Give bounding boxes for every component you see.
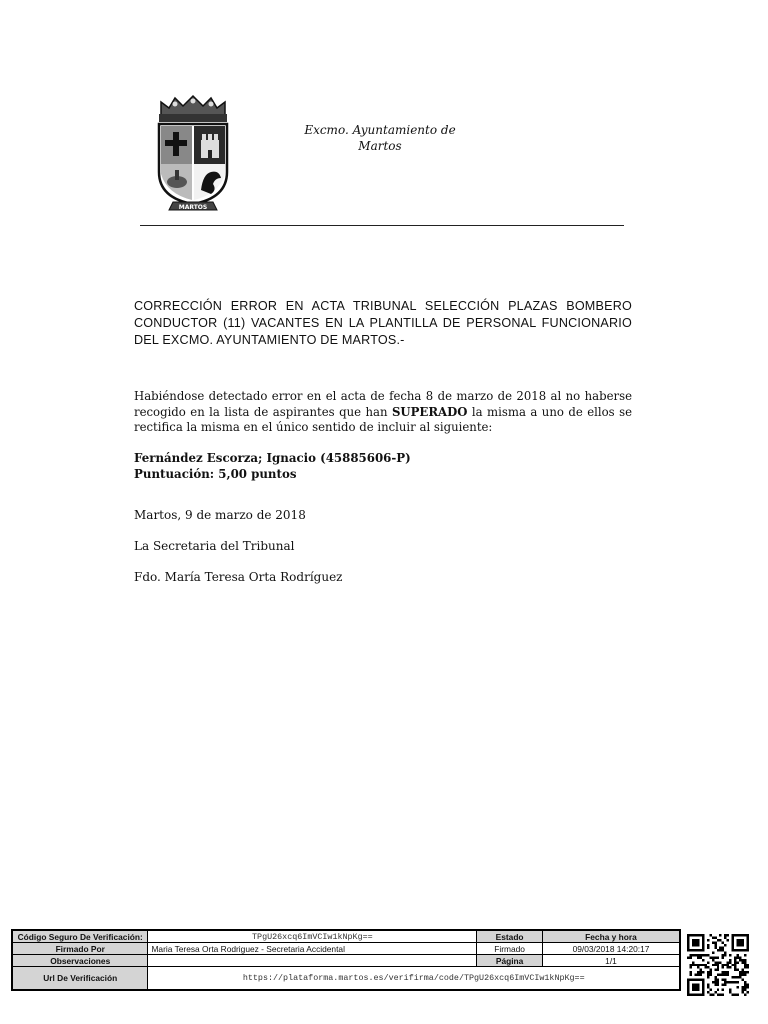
signature-line: Fdo. María Teresa Orta Rodríguez <box>134 570 343 584</box>
pagina-value: 1/1 <box>542 955 680 967</box>
estado-label: Estado <box>477 930 543 943</box>
verification-row-signer <box>12 943 680 955</box>
csv-value: TPgU26xcq6ImVCIw1kNpKg== <box>148 930 477 943</box>
verification-row-csv <box>12 930 680 943</box>
organization-name <box>290 122 470 154</box>
place-date: Martos, 9 de marzo de 2018 <box>134 508 306 522</box>
fecha-label: Fecha y hora <box>542 930 680 943</box>
verification-table <box>11 929 681 991</box>
org-line-1: Excmo. Ayuntamiento de <box>304 123 456 137</box>
document-title: CORRECCIÓN ERROR EN ACTA TRIBUNAL SELECCIÓN PLAZAS BOMBERO CONDUCTOR (11) VACANTES EN LA PLANTILLA DE PERSONAL FUNCIONARIO DEL EXCMO. AYUNTAMIENTO DE MARTOS.- <box>134 299 632 347</box>
fecha-value: 09/03/2018 14:20:17 <box>542 943 680 955</box>
firmado-por-value: Maria Teresa Orta Rodriguez - Secretaria Accidental <box>148 943 477 955</box>
pagina-label: Página <box>477 955 543 967</box>
candidate-name: Fernández Escorza; Ignacio (45885606-P) <box>134 451 411 465</box>
qr-code-icon <box>687 934 749 996</box>
candidate-score: Puntuación: 5,00 puntos <box>134 467 297 481</box>
body-paragraph <box>134 389 632 436</box>
body-text-after: la misma a uno de ellos se rectifica la misma en el único sentido de incluir al siguiente: <box>134 404 632 434</box>
crest-ribbon-text: MARTOS <box>178 204 208 211</box>
observaciones-value <box>148 955 477 967</box>
verification-row-url <box>12 967 680 991</box>
url-label: Url De Verificación <box>12 967 148 991</box>
candidate-block <box>134 450 411 482</box>
csv-label: Código Seguro De Verificación: <box>12 930 148 943</box>
header-divider <box>140 225 624 226</box>
body-text-bold: SUPERADO <box>391 404 468 419</box>
secretary-role: La Secretaria del Tribunal <box>134 539 295 553</box>
estado-value: Firmado <box>477 943 543 955</box>
firmado-por-label: Firmado Por <box>12 943 148 955</box>
body-text-before: Habiéndose detectado error en el acta de fecha 8 de marzo de 2018 al no haberse recogido en la lista de aspirantes que han <box>134 389 632 419</box>
verification-row-observaciones <box>12 955 680 967</box>
observaciones-label: Observaciones <box>12 955 148 967</box>
municipal-crest-logo <box>155 94 231 214</box>
org-line-2: Martos <box>358 139 402 153</box>
verification-url[interactable]: https://plataforma.martos.es/verifirma/code/TPgU26xcq6ImVCIw1kNpKg== <box>148 967 680 991</box>
